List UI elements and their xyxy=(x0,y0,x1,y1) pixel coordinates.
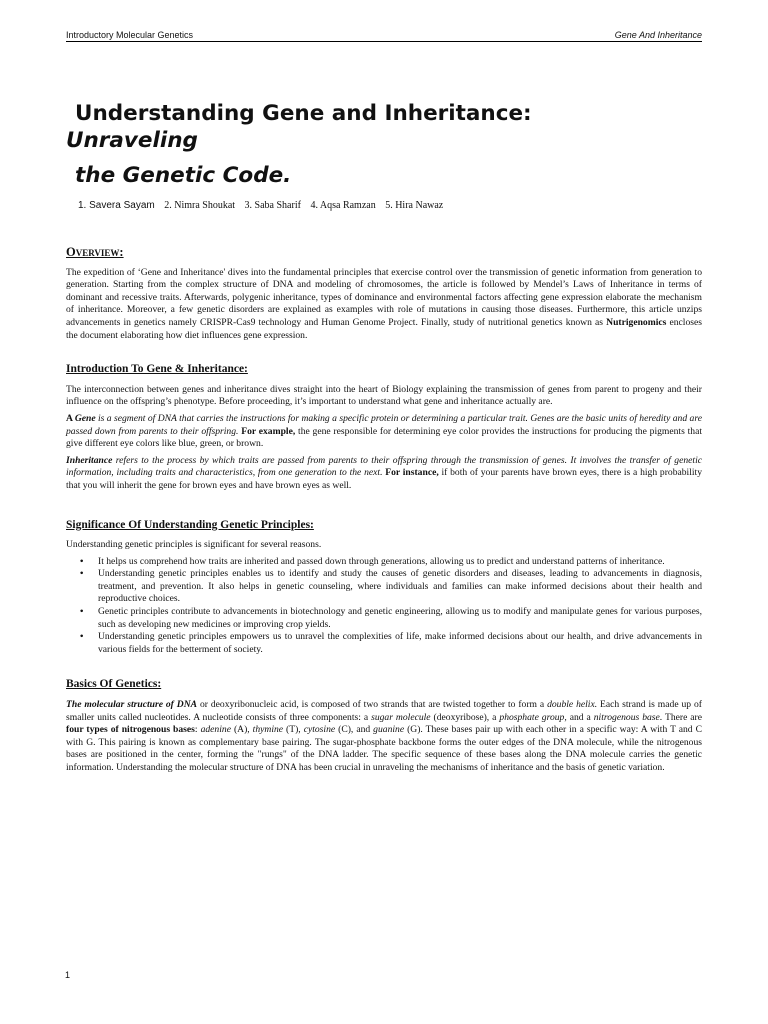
list-item: • Genetic principles contribute to advancements in biotechnology and genetic engineering, allowing us to modify and manipulate genes for various purposes, such as developing new medicines or improving crop yields. xyxy=(98,606,702,631)
page-title xyxy=(66,100,706,189)
header-left: Introductory Molecular Genetics xyxy=(66,30,194,40)
intro-heading: Introduction To Gene & Inheritance: xyxy=(66,363,248,376)
intro-paragraph-1: The interconnection between genes and inheritance dives straight into the heart of Biology explaining the transmission of genes from parent to progeny and their influence on the offspring’s phenotype. Before proceeding, it’s important to understand what gene and inheritance actually are. xyxy=(66,383,702,408)
significance-intro: Understanding genetic principles is significant for several reasons. xyxy=(66,539,322,551)
page-number: 1 xyxy=(65,970,71,980)
author: 1. Savera Sayam xyxy=(78,200,155,211)
author: 2. Nimra Shoukat xyxy=(164,200,236,211)
significance-list xyxy=(66,556,702,657)
basics-paragraph: The molecular structure of DNA or deoxyribonucleic acid, is composed of two strands that are twisted together to form a double helix. Each strand is made up of smaller units called nucleotides. A nucleotide consists of three components: a sugar molecule (deoxyribose), a phosphate group, and a nitrogenous base. There are four types of nitrogenous bases: adenine (A), thymine (T), cytosine (C), and guanine (G). These bases pair up with each other in a specific way: A with T and C with G. This pairing is known as complementary base pairing. The sugar-phosphate backbone forms the outer edges of the DNA molecule, while the nitrogenous bases are positioned in the center, forming the "rungs" of the DNA ladder. The specific sequence of these bases along the DNA molecule carries the genetic information. Understanding the molecular structure of DNA has been crucial in unraveling the mechanisms of inheritance and the basis of genetic variation. xyxy=(66,699,703,773)
title-line-2: Unraveling xyxy=(66,128,198,153)
significance-heading: Significance Of Understanding Genetic Principles: xyxy=(66,518,314,531)
header-right: Gene And Inheritance xyxy=(614,30,702,40)
running-header xyxy=(66,30,702,42)
list-item: • Understanding genetic principles empowers us to unravel the complexities of life, make informed decisions about our health, and drive advancements in various fields for the betterment of society. xyxy=(98,631,702,656)
article-body xyxy=(66,246,702,779)
gene-definition: A Gene is a segment of DNA that carries the instructions for making a specific protein or determining a particular trait. Genes are the basic units of heredity and are passed down from parents to their offspring. For example, the gene responsible for determining eye color provides the instructions for producing the pigments that give different eye colors like blue, green, or brown. xyxy=(66,412,702,450)
author-list xyxy=(78,200,450,211)
overview-heading: Overview: xyxy=(66,245,124,259)
overview-paragraph: The expedition of ‘Gene and Inheritance' dives into the fundamental principles that exercise control over the transmission of genetic information from generation to generation. Starting from the complex structure of DNA and modeling of chromosomes, the article is followed by Mendel’s Laws of Inheritance in terms of dominant and recessive traits. Afterwards, polygenic inheritance, types of dominance and environmental factors affecting gene expression elaborate the mechanism of inheritance. Moreover, a few genetic disorders are explained as examples with role of mutations in causing those diseases. Furthermore, this article unzips advancements in genetics namely CRISPR-Cas9 technology and Human Genome Project. Finally, study of nutritional genetics known as Nutrigenomics encloses the document elaborating how diet influences gene expression. xyxy=(66,266,702,341)
title-line-3: the Genetic Code. xyxy=(75,163,292,188)
list-item: • It helps us comprehend how traits are inherited and passed down through generations, allowing us to predict and understand patterns of inheritance. xyxy=(98,556,702,569)
author: 5. Hira Nawaz xyxy=(385,200,444,211)
author: 4. Aqsa Ramzan xyxy=(310,200,376,211)
author: 3. Saba Sharif xyxy=(244,200,301,211)
basics-heading: Basics Of Genetics: xyxy=(66,678,162,691)
title-line-1: Understanding Gene and Inheritance: xyxy=(75,101,532,126)
inheritance-definition: Inheritance refers to the process by which traits are passed from parents to their offspring through the transmission of genes. It involves the transfer of genetic information, including traits and characteristics, from one generation to the next. For instance, if both of your parents have brown eyes, there is a high probability that you will inherit the gene for brown eyes and have brown eyes as well. xyxy=(66,454,703,491)
list-item: • Understanding genetic principles enables us to identify and study the causes of genetic disorders and diseases, leading to advancements in diagnosis, treatment, and prevention. It also helps in genetic counseling, where individuals and families can make informed decisions about their health and reproductive choices. xyxy=(98,568,702,606)
